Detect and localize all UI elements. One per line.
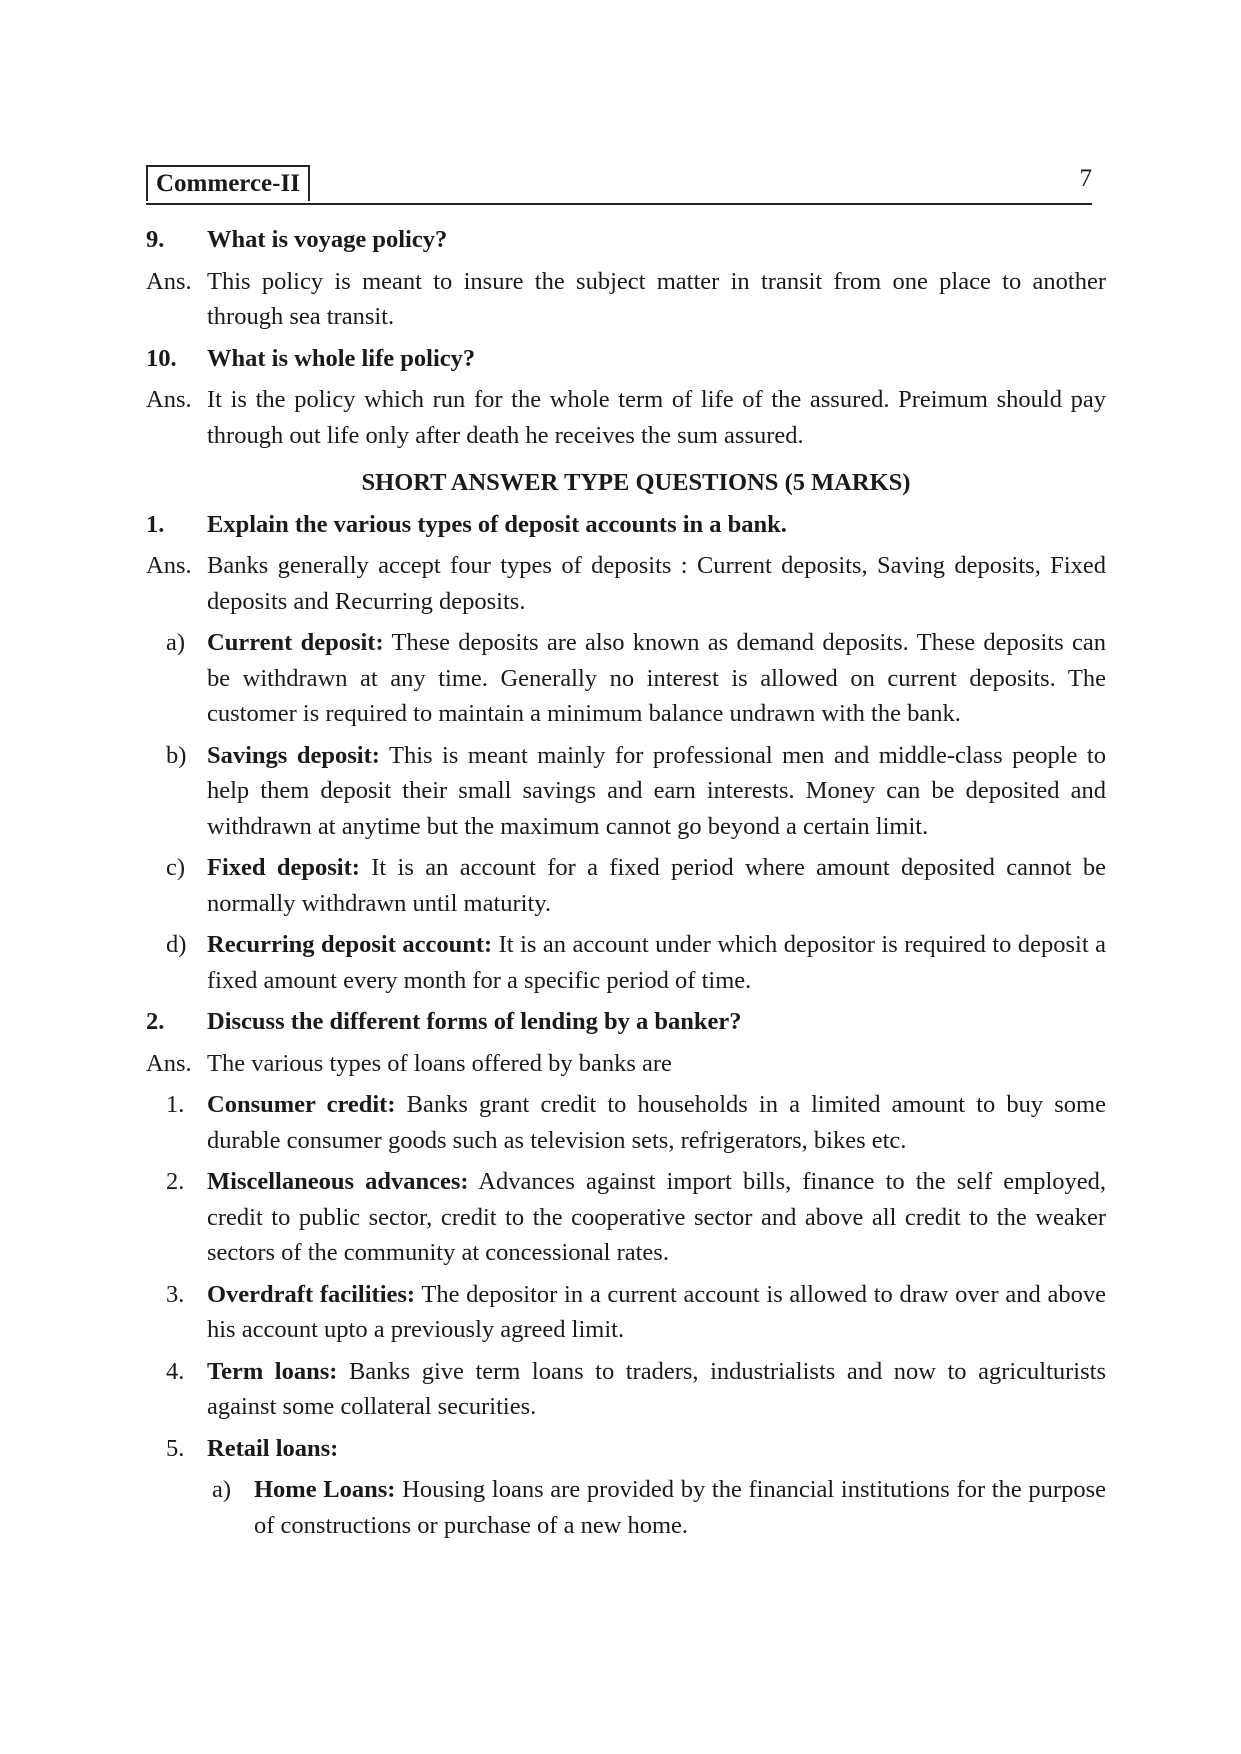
answer-text: It is the policy which run for the whole term of life of the assured. Preimum should pay through out life only after death he receives the sum assured. [207,386,1106,449]
item-label: d) [166,931,187,958]
item-text: This is meant mainly for professional men and middle-class people to help them deposit their small savings and earn interests. Money can be deposited and withdrawn at anytime but the maximum cannot go beyond a certain limit. [207,741,1106,840]
question-number: 9. [146,226,165,253]
answer-label: Ans. [146,386,192,413]
short-answer-1 [146,548,1106,619]
item-term: Recurring deposit account: [207,931,493,958]
item-label: 4. [166,1357,185,1385]
loan-item-3 [146,1277,1106,1348]
short-question-1 [146,507,1106,543]
item-label: 5. [166,1434,185,1462]
item-label: a) [212,1476,232,1503]
question-number: 10. [146,344,177,372]
item-term: Term loans: [207,1357,338,1385]
loan-item-4 [146,1354,1106,1425]
loan-item-2 [146,1164,1106,1271]
deposit-item-d [146,927,1106,998]
question-number: 1. [146,510,165,538]
item-text: The depositor in a current account is allowed to draw over and above his account upto a previously agreed limit. [207,1280,1106,1343]
item-text: It is an account under which depositor is required to deposit a fixed amount every month for a specific period of time. [207,931,1106,994]
item-text: Housing loans are provided by the financial institutions for the purpose of constructions or purchase of a new home. [254,1476,1107,1539]
question-text: What is whole life policy? [207,344,476,372]
item-term: Current deposit: [207,629,384,656]
item-text: Advances against import bills, finance to the self employed, credit to public sector, credit to the cooperative sector and above all credit to the weaker sectors of the community at concessional rates. [207,1168,1106,1266]
item-term: Home Loans: [254,1476,396,1503]
question-text: What is voyage policy? [207,226,448,253]
item-label: 3. [166,1280,185,1308]
question-9 [146,222,1106,258]
page-number: 7 [1079,165,1092,192]
item-label: 2. [166,1168,185,1195]
loan-item-1 [146,1087,1106,1158]
question-text: Discuss the different forms of lending by a banker? [207,1008,742,1035]
deposit-item-a [146,625,1106,732]
question-10 [146,341,1106,377]
item-label: a) [166,629,186,656]
item-term: Savings deposit: [207,741,380,769]
answer-9 [146,264,1106,335]
section-heading: SHORT ANSWER TYPE QUESTIONS (5 MARKS) [361,469,911,496]
question-number: 2. [146,1008,165,1035]
item-term: Miscellaneous advances: [207,1168,469,1195]
subject-title: Commerce-II [146,165,310,201]
item-term: Consumer credit: [207,1091,396,1118]
deposit-item-c [146,850,1106,921]
short-answer-2 [146,1046,1106,1082]
answer-label: Ans. [146,1049,192,1077]
item-term: Fixed deposit: [207,854,360,881]
item-label: b) [166,741,187,769]
answer-10 [146,382,1106,453]
answer-label: Ans. [146,267,192,295]
short-question-2 [146,1004,1106,1040]
item-text: Banks give term loans to traders, industrialists and now to agriculturists against some collateral securities. [207,1357,1106,1420]
answer-text: The various types of loans offered by banks are [207,1049,672,1077]
page-header [146,165,1092,205]
item-text: It is an account for a fixed period where amount deposited cannot be normally withdrawn until maturity. [207,854,1106,917]
loan-item-5 [146,1431,1106,1467]
item-text: Banks grant credit to households in a limited amount to buy some durable consumer goods such as television sets, refrigerators, bikes etc. [207,1091,1106,1154]
item-term: Retail loans: [207,1434,339,1462]
page-content [146,222,1106,1543]
deposit-item-b [146,738,1106,845]
answer-text: This policy is meant to insure the subject matter in transit from one place to another through sea transit. [207,267,1106,330]
answer-label: Ans. [146,552,192,579]
question-text: Explain the various types of deposit accounts in a bank. [207,510,787,538]
item-label: c) [166,854,186,881]
item-term: Overdraft facilities: [207,1280,416,1308]
answer-text: Banks generally accept four types of deposits : Current deposits, Saving deposits, Fixed deposits and Recurring deposits. [207,552,1106,615]
item-text: These deposits are also known as demand deposits. These deposits can be withdrawn at any time. Generally no interest is allowed on current deposits. The customer is required to maintain a minimum balance undrawn with the bank. [207,629,1106,727]
item-label: 1. [166,1091,185,1118]
retail-loan-item-a [146,1472,1106,1543]
